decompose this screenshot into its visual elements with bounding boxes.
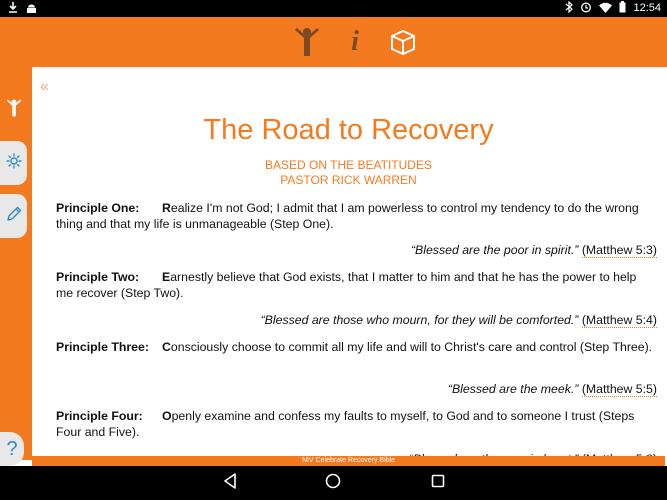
principle-quote [448, 381, 657, 397]
scripture-reference-link[interactable]: (Matthew 5:4) [581, 313, 657, 327]
principle-initial: R [162, 201, 171, 215]
help-icon: ? [6, 437, 18, 460]
pencil-icon [5, 205, 23, 228]
info-glyph: i [351, 26, 359, 57]
recents-button[interactable] [429, 474, 447, 492]
scripture-reference-link[interactable]: (Matthew 5:3) [581, 243, 657, 257]
footer-bar: NIV Celebrate Recovery Bible [32, 456, 665, 466]
principle-item [56, 408, 656, 440]
wifi-icon [599, 2, 612, 16]
principle-name: Principle One: [56, 201, 140, 215]
home-button[interactable] [324, 474, 342, 492]
principle-text: arnestly believe that God exists, that I matter to him and that he has the power to help me recover (Step Two). [56, 270, 637, 300]
recents-square-icon [431, 474, 445, 493]
principle-initial: C [162, 340, 171, 354]
principle-text: onsciously choose to commit all my life and will to Christ's care and control (Step Three). [170, 340, 653, 354]
home-circle-icon [325, 473, 341, 494]
side-tab-person[interactable] [0, 88, 27, 132]
subtitle-line-2: PASTOR RICK WARREN [280, 173, 417, 187]
back-triangle-icon [223, 473, 237, 494]
quote-text: “Blessed are the meek.” [447, 382, 579, 396]
navigation-bar [0, 466, 667, 500]
app-header [0, 17, 667, 67]
status-time: 12:54 [633, 2, 661, 14]
back-chevron-icon[interactable]: « [40, 78, 49, 95]
side-tab-settings[interactable] [0, 141, 27, 185]
principle-quote [411, 242, 657, 258]
alarm-icon [580, 1, 592, 16]
quote-text: “Blessed are the poor in spirit.” [410, 243, 579, 257]
person-icon [5, 98, 23, 123]
quote-text: “Blessed are those who mourn, for they will be comforted.” [260, 313, 579, 327]
principle-quote [261, 312, 657, 328]
person-icon[interactable] [290, 25, 324, 59]
principle-item [56, 200, 656, 232]
info-icon[interactable] [338, 25, 372, 59]
principle-item [56, 339, 656, 355]
principle-item [56, 269, 656, 301]
side-tab-edit[interactable] [0, 194, 27, 238]
box-icon[interactable] [386, 25, 420, 59]
settings-icon [5, 152, 23, 175]
principle-text: penly examine and confess my faults to myself, to God and to someone I trust (Steps Four and Five). [56, 409, 635, 439]
battery-icon [619, 1, 626, 16]
back-button[interactable] [221, 474, 239, 492]
download-icon [8, 2, 18, 17]
subtitle-line-1: BASED ON THE BEATITUDES [265, 158, 432, 172]
principle-name: Principle Three: [56, 340, 149, 354]
android-icon [26, 3, 37, 17]
bluetooth-icon [565, 1, 573, 16]
principle-name: Principle Two: [56, 270, 140, 284]
content-panel [32, 67, 665, 460]
principle-text: ealize I'm not God; I admit that I am powerless to control my tendency to do the wrong thing and that my life is unmanageable (Step One). [56, 201, 639, 231]
principle-name: Principle Four: [56, 409, 143, 423]
help-button[interactable] [0, 432, 24, 466]
principle-initial: E [162, 270, 171, 284]
scripture-reference-link[interactable]: (Matthew 5:5) [581, 382, 657, 396]
principle-initial: O [162, 409, 172, 423]
page-title: The Road to Recovery [203, 114, 494, 146]
status-bar [0, 0, 667, 17]
